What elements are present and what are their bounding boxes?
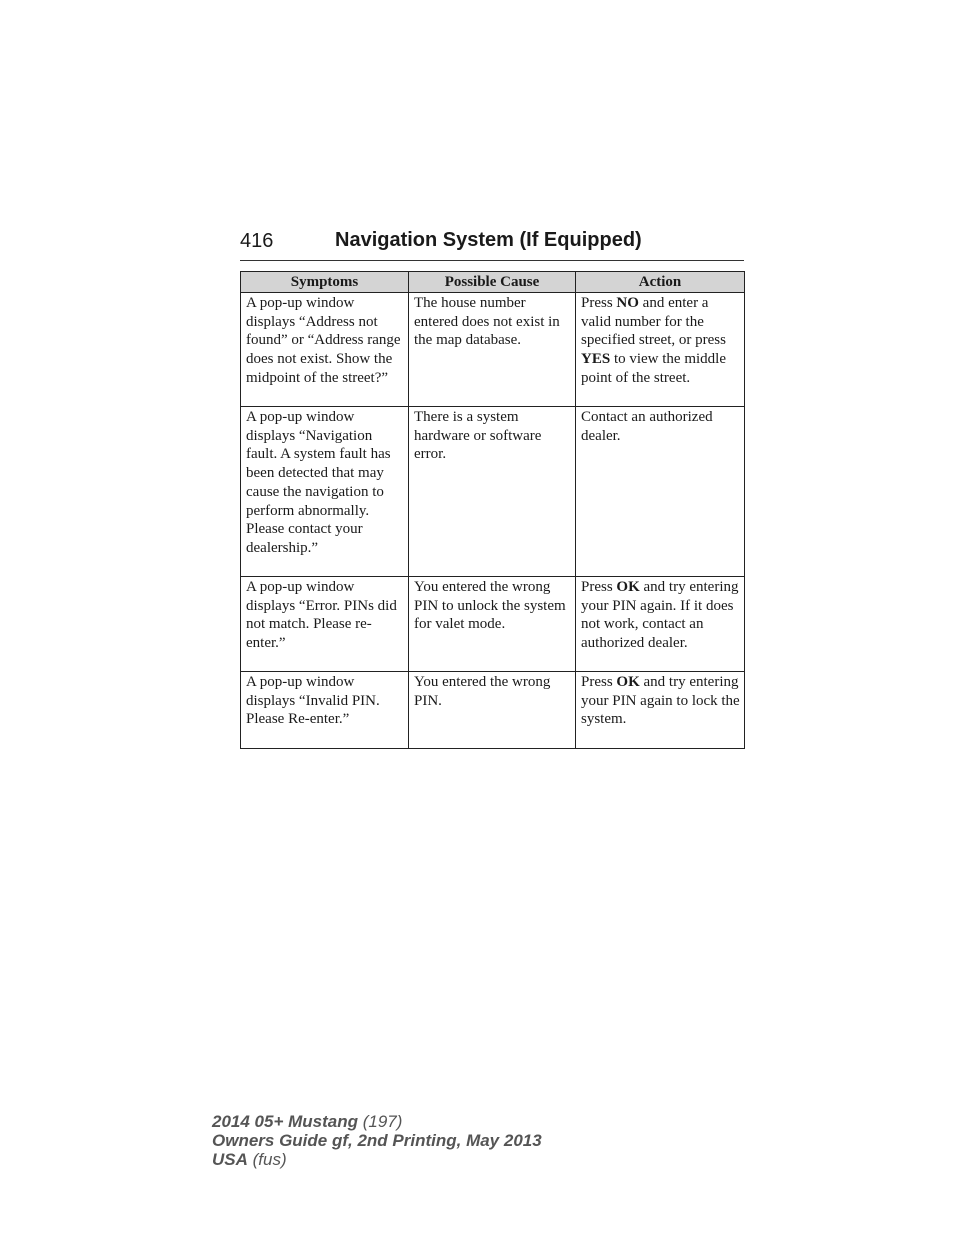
action-text: and try entering your PIN again. If it does not work, contact an authorized dealer. [581,579,739,652]
column-header-possible-cause: Possible Cause [409,272,576,293]
action-cell [576,577,745,672]
page-number: 416 [240,230,274,252]
table-row [241,293,745,407]
action-cell [576,672,745,749]
cause-cell: The house number entered does not exist in the map database. [409,293,576,407]
symptom-cell: A pop-up window displays “Navigation fault. A system fault has been detected that may cause the navigation to perform abnormally. Please contact your dealership.” [241,407,409,577]
symptom-cell: A pop-up window displays “Address not found” or “Address range does not exist. Show the midpoint of the street?” [241,293,409,407]
page-header [240,228,744,261]
button-name-no: NO [616,295,639,311]
cause-cell: There is a system hardware or software error. [409,407,576,577]
action-cell [576,407,745,577]
button-name-ok: OK [616,579,640,595]
symptom-cell: A pop-up window displays “Error. PINs did not match. Please re-enter.” [241,577,409,672]
troubleshooting-table [240,271,745,749]
action-text: Contact an authorized dealer. [581,409,713,444]
action-text: Press [581,579,617,595]
cause-cell: You entered the wrong PIN to unlock the system for valet mode. [409,577,576,672]
table-row [241,577,745,672]
print-footer [212,1112,542,1169]
column-header-action: Action [576,272,745,293]
footer-line-model [212,1112,542,1131]
table-row [241,672,745,749]
section-title: Navigation System (If Equipped) [335,229,642,251]
footer-model: 2014 05+ Mustang [212,1112,358,1131]
footer-line-guide [212,1131,542,1150]
footer-guide-edition: Owners Guide gf, 2nd Printing, May 2013 [212,1131,542,1150]
column-header-symptoms: Symptoms [241,272,409,293]
button-name-ok: OK [616,674,640,690]
action-text: and enter a valid number for the specified street, or press [581,295,726,349]
footer-line-market [212,1150,542,1169]
action-text: and try entering your PIN again to lock the system. [581,674,740,728]
symptom-cell: A pop-up window displays “Invalid PIN. Please Re-enter.” [241,672,409,749]
action-text: Press [581,295,617,311]
footer-market-code: (fus) [252,1150,287,1169]
action-text: Press [581,674,617,690]
footer-model-code: (197) [362,1112,403,1131]
cause-cell: You entered the wrong PIN. [409,672,576,749]
table-header-row [241,272,745,293]
action-text: to view the middle point of the street. [581,351,726,386]
action-cell [576,293,745,407]
table-row [241,407,745,577]
footer-market: USA [212,1150,248,1169]
button-name-yes: YES [581,351,611,368]
